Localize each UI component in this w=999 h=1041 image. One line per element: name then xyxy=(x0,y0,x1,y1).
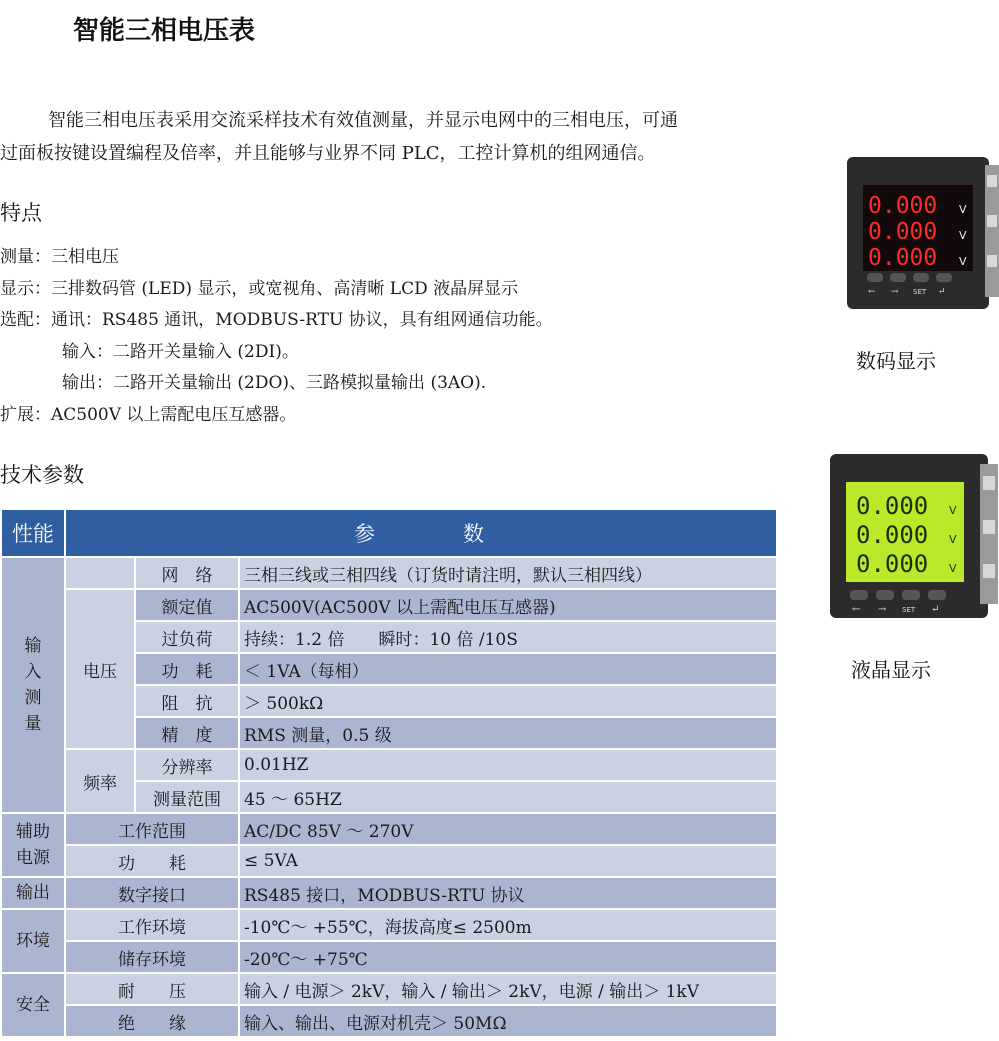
page-title: 智能三相电压表 xyxy=(73,16,256,46)
item-rated: 额定值 xyxy=(136,590,238,620)
arrow-right-icon: → xyxy=(891,287,899,297)
lcd-unit-2: V xyxy=(949,533,957,546)
header-param: 参数 xyxy=(66,510,776,556)
item-digital-interface: 数字接口 xyxy=(66,878,238,908)
value-rated: AC500V(AC500V 以上需配电压互感器) xyxy=(240,590,776,620)
table-row xyxy=(2,1006,776,1036)
item-insulation: 绝 缘 xyxy=(66,1006,238,1036)
table-row xyxy=(2,910,776,940)
item-withstand-voltage: 耐 压 xyxy=(66,974,238,1004)
feature-option-output: 输出：二路开关量输出 (2DO)、三路模拟量输出 (3AO). xyxy=(62,373,487,393)
led-unit-1: V xyxy=(959,203,967,216)
cat-environment: 环境 xyxy=(2,910,64,972)
feature-extension: 扩展：AC500V 以上需配电压互感器。 xyxy=(0,404,297,425)
led-reading-1: 0.000 xyxy=(868,193,938,219)
features-list xyxy=(0,242,780,431)
led-reading-3: 0.000 xyxy=(868,245,938,271)
intro-line-1: 智能三相电压表采用交流采样技术有效值测量，并显示电网中的三相电压，可通 xyxy=(48,110,678,131)
table-row xyxy=(2,878,776,908)
lcd-unit-1: V xyxy=(949,504,957,517)
value-resolution: 0.01HZ xyxy=(240,750,776,780)
item-overload: 过负荷 xyxy=(136,622,238,652)
cat-safety: 安全 xyxy=(2,974,64,1036)
lcd-reading-3: 0.000 xyxy=(856,550,929,578)
value-range: 45 ～ 65HZ xyxy=(240,782,776,812)
value-insulation: 输入、输出、电源对机壳＞ 50MΩ xyxy=(240,1006,776,1036)
item-work-env: 工作环境 xyxy=(66,910,238,940)
table-row xyxy=(2,974,776,1004)
item-power: 功 耗 xyxy=(136,654,238,684)
value-power: ＜ 1VA（每相） xyxy=(240,654,776,684)
sub-frequency: 频率 xyxy=(66,750,134,812)
item-network: 网 络 xyxy=(136,558,238,588)
value-storage-env: -20℃～ +75℃ xyxy=(240,942,776,972)
cat-input-measure: 输入测量 xyxy=(2,558,64,812)
value-accuracy: RMS 测量，0.5 级 xyxy=(240,718,776,748)
features-heading: 特点 xyxy=(0,201,42,225)
spec-header-row xyxy=(2,510,776,556)
feature-display: 显示：三排数码管 (LED) 显示，或宽视角、高清晰 LCD 液晶屏显示 xyxy=(0,278,519,299)
sub-blank xyxy=(66,558,134,588)
value-aux-power-consumption: ≤ 5VA xyxy=(240,846,776,876)
value-impedance: ＞ 500kΩ xyxy=(240,686,776,716)
header-perf: 性能 xyxy=(2,510,64,556)
table-row xyxy=(2,814,776,844)
spec-table xyxy=(0,508,778,1038)
feature-option-input: 输入：二路开关量输入 (2DI)。 xyxy=(62,341,299,362)
led-meter-image xyxy=(845,155,999,311)
led-unit-2: V xyxy=(959,229,967,242)
table-row xyxy=(2,750,776,780)
arrow-right-icon: → xyxy=(878,604,887,615)
enter-icon: ↵ xyxy=(931,604,940,615)
feature-option-comm: 选配：通讯：RS485 通讯，MODBUS-RTU 协议，具有组网通信功能。 xyxy=(0,310,553,330)
value-work-env: -10℃～ +55℃，海拔高度≤ 2500m xyxy=(240,910,776,940)
item-storage-env: 储存环境 xyxy=(66,942,238,972)
enter-icon: ↵ xyxy=(938,287,946,297)
led-unit-3: V xyxy=(959,255,967,268)
item-resolution: 分辨率 xyxy=(136,750,238,780)
led-reading-2: 0.000 xyxy=(868,219,938,245)
led-set-label: SET xyxy=(913,288,927,296)
item-impedance: 阻 抗 xyxy=(136,686,238,716)
item-work-range: 工作范围 xyxy=(66,814,238,844)
table-row xyxy=(2,590,776,620)
item-aux-power-consumption: 功 耗 xyxy=(66,846,238,876)
intro-paragraph xyxy=(0,104,790,170)
lcd-set-label: SET xyxy=(902,606,916,614)
item-range: 测量范围 xyxy=(136,782,238,812)
lcd-meter-image xyxy=(828,452,998,620)
value-digital-interface: RS485 接口，MODBUS-RTU 协议 xyxy=(240,878,776,908)
feature-measure: 测量：三相电压 xyxy=(0,247,119,267)
lcd-reading-2: 0.000 xyxy=(856,521,929,549)
arrow-left-icon: ← xyxy=(868,287,876,297)
value-withstand-voltage: 输入 / 电源＞ 2kV，输入 / 输出＞ 2kV，电源 / 输出＞ 1kV xyxy=(240,974,776,1004)
value-work-range: AC/DC 85V ～ 270V xyxy=(240,814,776,844)
sub-voltage: 电压 xyxy=(66,590,134,748)
cat-aux-power: 辅助电源 xyxy=(2,814,64,876)
table-row xyxy=(2,942,776,972)
lcd-reading-1: 0.000 xyxy=(856,492,929,520)
item-accuracy: 精 度 xyxy=(136,718,238,748)
lcd-unit-3: V xyxy=(949,562,957,575)
specs-heading: 技术参数 xyxy=(0,463,84,487)
value-overload: 持续：1.2 倍 瞬时：10 倍 /10S xyxy=(240,622,776,652)
arrow-left-icon: ← xyxy=(852,604,861,615)
table-row xyxy=(2,846,776,876)
value-network: 三相三线或三相四线（订货时请注明，默认三相四线） xyxy=(240,558,776,588)
cat-output: 输出 xyxy=(2,878,64,908)
led-caption: 数码显示 xyxy=(856,349,936,373)
table-row xyxy=(2,558,776,588)
lcd-caption: 液晶显示 xyxy=(851,658,931,682)
intro-line-2: 过面板按键设置编程及倍率，并且能够与业界不同 PLC，工控计算机的组网通信。 xyxy=(0,143,656,164)
